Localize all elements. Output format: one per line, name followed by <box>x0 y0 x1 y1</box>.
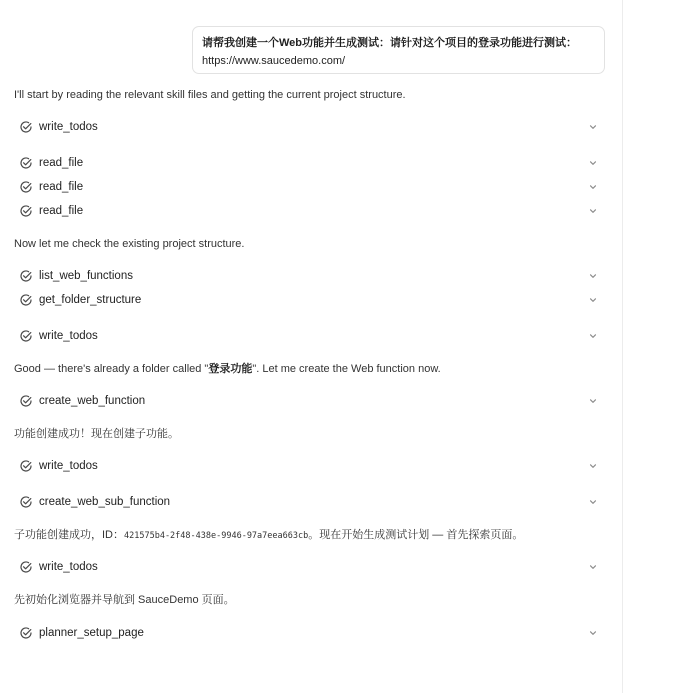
tool-call-label: get_folder_structure <box>39 294 142 306</box>
tool-call-label: write_todos <box>39 330 98 342</box>
message-text: 子功能创建成功，ID： <box>14 529 124 541</box>
check-circle-icon <box>19 459 33 473</box>
check-circle-icon <box>19 156 33 170</box>
tool-call-label: read_file <box>39 157 84 169</box>
user-message-url: https://www.saucedemo.com/ <box>202 55 346 67</box>
assistant-message: I'll start by reading the relevant skill files and getting the current project structure. <box>14 89 406 101</box>
check-circle-icon <box>19 120 33 134</box>
tool-call-label: write_todos <box>39 121 98 133</box>
message-text: 。现在开始生成测试计划 — 首先探索页面。 <box>308 529 524 541</box>
folder-name: 登录功能 <box>208 363 253 375</box>
tool-call-label: read_file <box>39 181 84 193</box>
tool-call-read-file[interactable] <box>14 177 606 197</box>
tool-call-create-web-function[interactable] <box>14 391 606 411</box>
tool-call-write-todos[interactable] <box>14 117 606 137</box>
tool-call-label: read_file <box>39 205 84 217</box>
chevron-down-icon[interactable] <box>588 271 598 281</box>
check-circle-icon <box>19 204 33 218</box>
sub-function-id: 421575b4-2f48-438e-9946-97a7eea663cb <box>124 531 309 541</box>
check-circle-icon <box>19 560 33 574</box>
tool-call-planner-setup-page[interactable] <box>14 623 606 643</box>
chevron-down-icon[interactable] <box>588 158 598 168</box>
assistant-message <box>14 362 441 376</box>
chevron-down-icon[interactable] <box>588 122 598 132</box>
tool-call-label: list_web_functions <box>39 270 133 282</box>
chevron-down-icon[interactable] <box>588 331 598 341</box>
message-text: ". Let me create the Web function now. <box>252 363 441 375</box>
tool-call-label: write_todos <box>39 561 98 573</box>
check-circle-icon <box>19 394 33 408</box>
chevron-down-icon[interactable] <box>588 295 598 305</box>
tool-call-label: create_web_sub_function <box>39 496 171 508</box>
assistant-message <box>14 528 523 543</box>
check-circle-icon <box>19 269 33 283</box>
user-message-text: 请帮我创建一个Web功能并生成测试：请针对这个项目的登录功能进行测试： <box>202 37 578 49</box>
tool-call-list-web-functions[interactable] <box>14 266 606 286</box>
message-text: Good — there's already a folder called " <box>14 363 209 375</box>
user-message-bubble <box>192 26 605 74</box>
tool-call-label: create_web_function <box>39 395 146 407</box>
chevron-down-icon[interactable] <box>588 182 598 192</box>
check-circle-icon <box>19 180 33 194</box>
tool-call-read-file[interactable] <box>14 153 606 173</box>
tool-call-read-file[interactable] <box>14 201 606 221</box>
tool-call-write-todos[interactable] <box>14 456 606 476</box>
assistant-message: Now let me check the existing project structure. <box>14 238 245 250</box>
chevron-down-icon[interactable] <box>588 206 598 216</box>
assistant-message: 功能创建成功！现在创建子功能。 <box>14 428 179 440</box>
tool-call-write-todos[interactable] <box>14 557 606 577</box>
chevron-down-icon[interactable] <box>588 461 598 471</box>
check-circle-icon <box>19 329 33 343</box>
tool-call-write-todos[interactable] <box>14 326 606 346</box>
assistant-message: 先初始化浏览器并导航到 SauceDemo 页面。 <box>14 594 235 606</box>
tool-call-create-web-sub-function[interactable] <box>14 492 606 512</box>
chevron-down-icon[interactable] <box>588 497 598 507</box>
tool-call-get-folder-structure[interactable] <box>14 290 606 310</box>
tool-call-label: planner_setup_page <box>39 627 144 639</box>
chevron-down-icon[interactable] <box>588 396 598 406</box>
check-circle-icon <box>19 293 33 307</box>
chevron-down-icon[interactable] <box>588 562 598 572</box>
tool-call-label: write_todos <box>39 460 98 472</box>
chevron-down-icon[interactable] <box>588 628 598 638</box>
check-circle-icon <box>19 626 33 640</box>
check-circle-icon <box>19 495 33 509</box>
